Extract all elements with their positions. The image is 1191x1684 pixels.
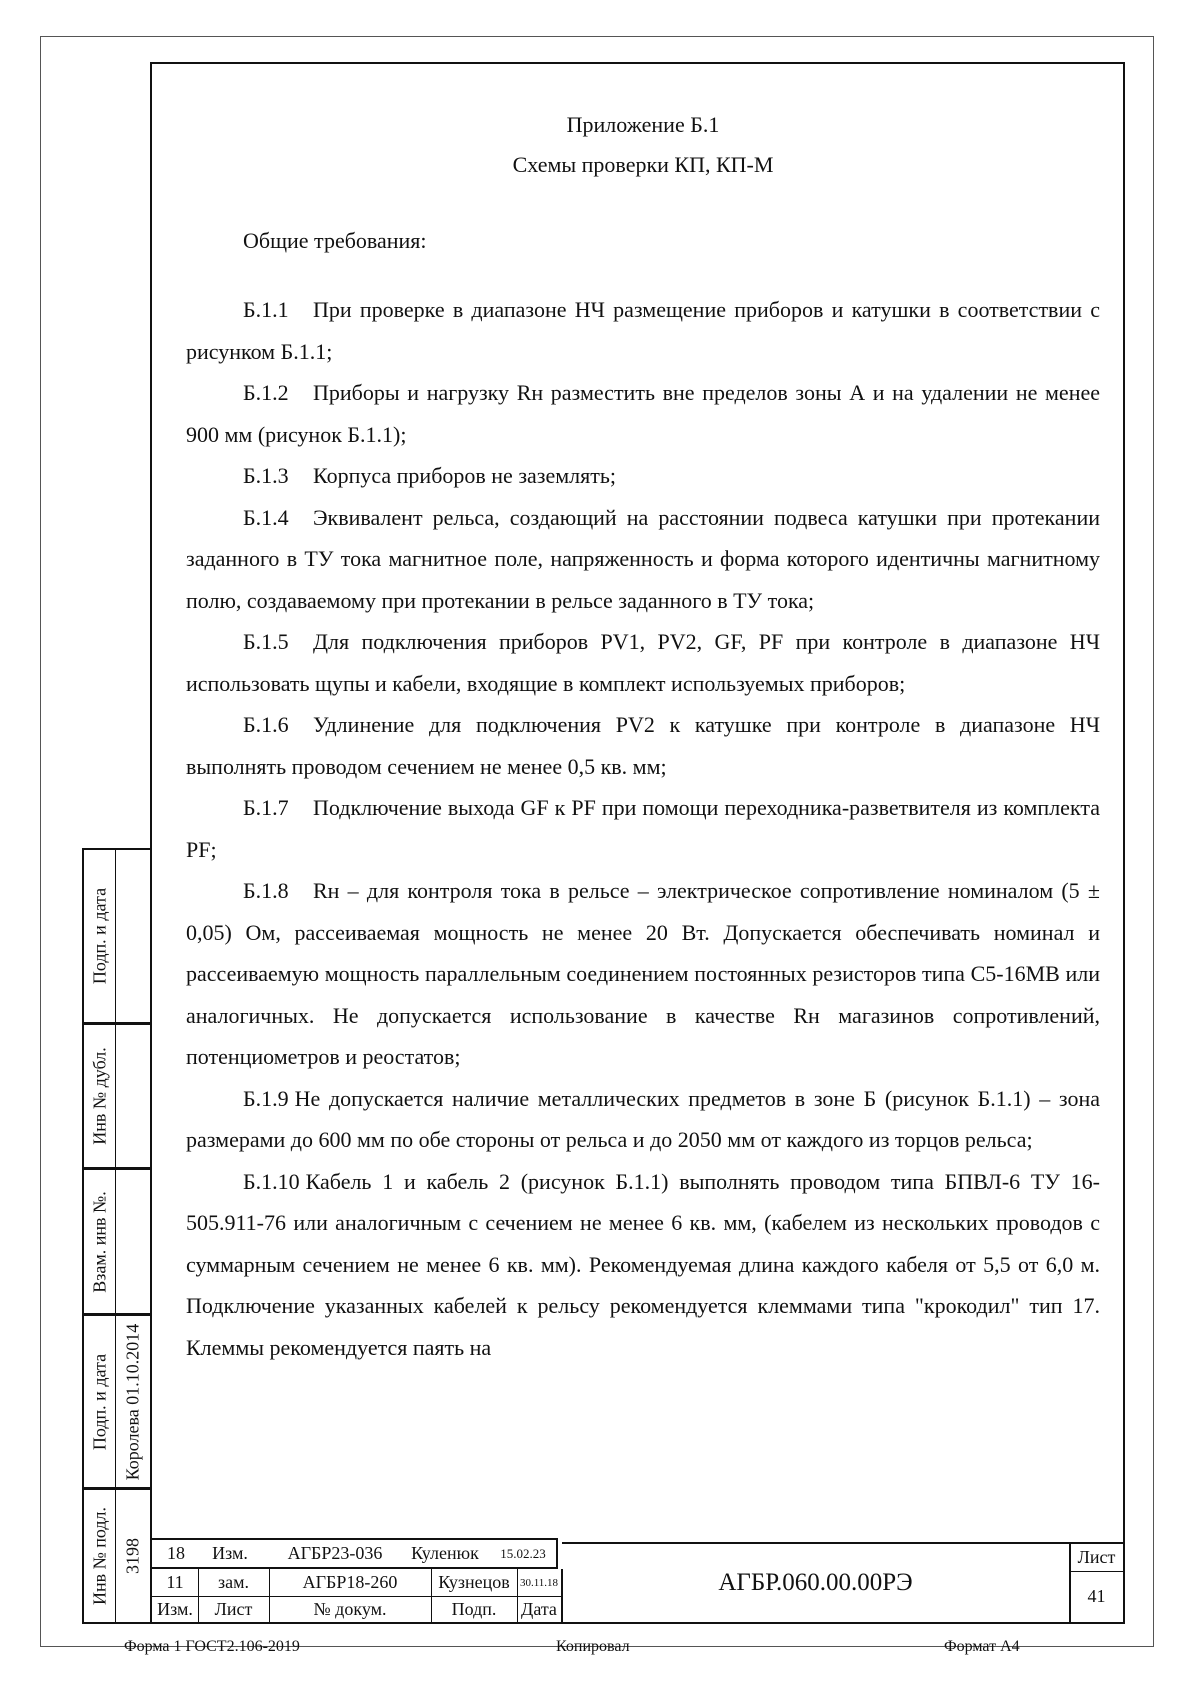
side-stamp-dup-inv: [82, 1023, 150, 1169]
paragraph-text: Не допускается наличие металлических предметов в зоне Б (рисунок Б.1.1) – зона размерами до 600 мм по обе стороны от рельса и до 2050 мм от каждого из торцов рельса;: [186, 1085, 1100, 1152]
sheet-number: 41: [1070, 1571, 1125, 1624]
copied-label: Копировал: [556, 1638, 630, 1655]
rev2-izm: 11: [150, 1569, 199, 1597]
paragraph: [186, 372, 1100, 455]
side-stamp-sign-date-1: [82, 848, 150, 1024]
side-stamp-sign-date-2: [82, 1314, 150, 1489]
side-stamp-orig-inv: [82, 1488, 150, 1624]
paragraph-text: Подключение выхода GF к PF при помощи переходника-разветвителя из комплекта PF;: [186, 795, 1100, 862]
side-stamp-swap-inv: [82, 1168, 150, 1315]
hdr-sign: Подп.: [431, 1596, 518, 1624]
paragraph: [186, 704, 1100, 787]
paragraph-text: Кабель 1 и кабель 2 (рисунок Б.1.1) выполнять проводом типа БПВЛ-6 ТУ 16-505.911-76 или аналогичным с сечением не менее 6 кв. мм, (кабелем из нескольких проводов с суммарным сечением не менее 6 кв. мм). Рекомендуемая длина каждого кабеля от 5,5 от 6,0 м. Подключение указанных кабелей к рельсу рекомендуется клеммами типа "крокодил" тип 17. Клеммы рекомендуется паять на: [186, 1168, 1100, 1360]
rev1-sign: Куленюк: [411, 1543, 479, 1563]
paragraph: [186, 289, 1100, 372]
paragraph-number: Б.1.1: [243, 297, 289, 322]
paragraph-text: Эквивалент рельса, создающий на расстоянии подвеса катушки при протекании заданного в ТУ тока магнитное поле, напряженность и форма которого идентичны магнитному полю, создаваемому при протекании в рельсе заданного в ТУ тока;: [186, 504, 1100, 613]
paragraph-text: Удлинение для подключения PV2 к катушке при контроле в диапазоне НЧ выполнять проводом сечением не менее 0,5 кв. мм;: [186, 712, 1100, 779]
appendix-title: Приложение Б.1: [566, 112, 720, 137]
rev1-izm: 18: [167, 1543, 185, 1563]
paragraph: [186, 455, 1100, 497]
paragraph-text: Приборы и нагрузку Rн разместить вне пределов зоны А и на удалении не менее 900 мм (рисунок Б.1.1);: [186, 380, 1100, 447]
paragraph: [186, 1161, 1100, 1369]
paragraph-number: Б.1.3: [243, 463, 289, 488]
hdr-izm: Изм.: [150, 1596, 199, 1624]
paragraph-number: Б.1.10: [243, 1168, 300, 1194]
sign-date-value: Королева 01.10.2014: [122, 1323, 143, 1480]
section-heading: Общие требования:: [243, 228, 427, 253]
rev1-date: 15.02.23: [500, 1545, 546, 1561]
paragraph-list: [186, 289, 1100, 1368]
sign-date-label: Подп. и дата: [89, 887, 109, 985]
hdr-date: Дата: [517, 1596, 563, 1624]
paragraph-number: Б.1.8: [243, 878, 289, 903]
paragraph-number: Б.1.9: [243, 1085, 289, 1111]
paragraph-number: Б.1.2: [243, 380, 289, 405]
paragraph: [186, 870, 1100, 1078]
orig-inv-value: 3198: [122, 1538, 143, 1574]
rev1-doc: АГБР23-036: [287, 1543, 383, 1563]
rev2-sign: Кузнецов: [431, 1569, 518, 1597]
paragraph: [186, 787, 1100, 870]
form-note: Форма 1 ГОСТ2.106-2019: [124, 1638, 300, 1655]
paragraph-number: Б.1.4: [243, 504, 289, 530]
hdr-doc: № докум.: [269, 1596, 432, 1624]
paragraph-text: Корпуса приборов не заземлять;: [313, 463, 617, 488]
swap-inv-label: Взам. инв №.: [89, 1190, 109, 1293]
dup-inv-label: Инв № дубл.: [89, 1047, 109, 1145]
paragraph: [186, 1078, 1100, 1161]
format-label: Формат А4: [944, 1638, 1020, 1655]
rev2-doc: АГБР18-260: [269, 1569, 432, 1597]
hdr-list: Лист: [198, 1596, 270, 1624]
paragraph-number: Б.1.7: [243, 795, 289, 820]
paragraph-number: Б.1.6: [243, 712, 289, 737]
paragraph-number: Б.1.5: [243, 629, 289, 654]
appendix-subtitle: Схемы проверки КП, КП-М: [512, 152, 774, 177]
sheet-label: Лист: [1070, 1542, 1125, 1572]
document-designation: АГБР.060.00.00РЭ: [562, 1542, 1071, 1624]
paragraph: [186, 621, 1100, 704]
paragraph-text: Для подключения приборов PV1, PV2, GF, PF при контроле в диапазоне НЧ использовать щупы и кабели, входящие в комплект используемых приборов;: [186, 629, 1100, 696]
rev2-date: 30.11.18: [517, 1569, 563, 1597]
rev1-list: Изм.: [212, 1543, 248, 1563]
paragraph: [186, 497, 1100, 622]
paragraph-text: При проверке в диапазоне НЧ размещение приборов и катушки в соответствии с рисунком Б.1.1;: [186, 297, 1100, 364]
rev2-list: зам.: [198, 1569, 270, 1597]
paragraph-text: Rн – для контроля тока в рельсе – электрическое сопротивление номиналом (5 ± 0,05) Ом, рассеиваемая мощность не менее 20 Вт. Допускается обеспечивать номинал и рассеиваемую мощность параллельным соединением постоянных резисторов типа С5-16МВ или аналогичных. Не допускается использование в качестве Rн магазинов сопротивлений, потенциометров и реостатов;: [186, 878, 1100, 1069]
sign-date-label-2: Подп. и дата: [89, 1353, 109, 1450]
orig-inv-label: Инв № подл.: [89, 1506, 109, 1606]
document-body: [186, 105, 1100, 1368]
